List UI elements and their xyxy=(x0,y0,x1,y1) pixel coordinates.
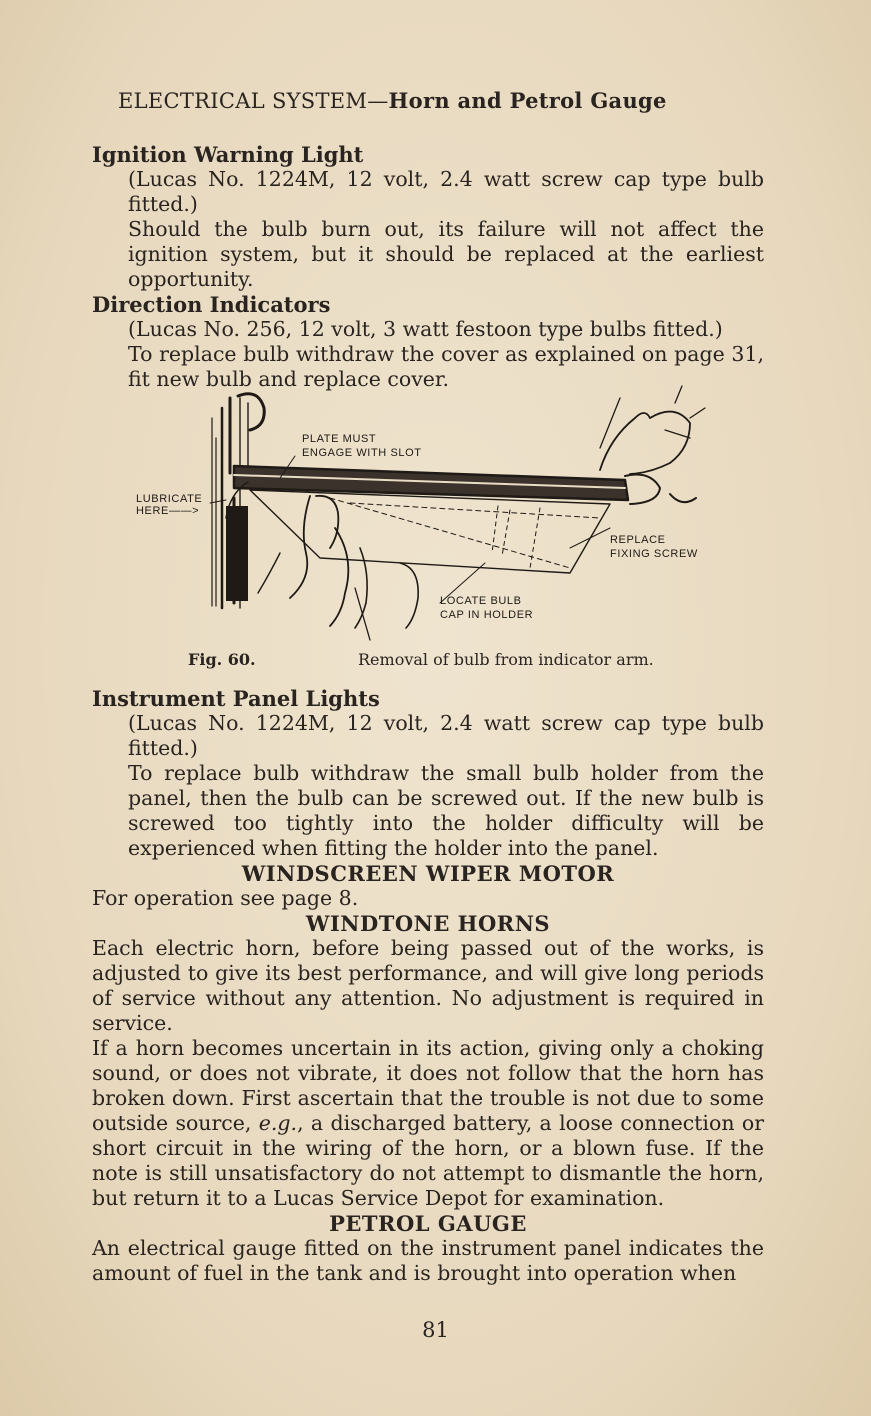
direction-spec: (Lucas No. 256, 12 volt, 3 watt festoon type bulbs fitted.) xyxy=(128,317,723,341)
figure-caption xyxy=(188,650,748,669)
figure-number: Fig. 60. xyxy=(188,650,256,669)
running-head-subject: Horn and Petrol Gauge xyxy=(388,88,667,113)
horns-heading: WINDTONE HORNS xyxy=(305,911,551,936)
horns-paragraph-1: Each electric horn, before being passed out of the works, is adjusted to give its best performance, and will give long periods of service without any attention. No adjustment is required in service. xyxy=(92,936,764,1035)
direction-text: To replace bulb withdraw the cover as explained on page 31, fit new bulb and replace cover. xyxy=(128,342,764,391)
upper-sections xyxy=(92,142,764,392)
petrol-heading: PETROL GAUGE xyxy=(329,1211,527,1236)
label-locate-line2: CAP IN HOLDER xyxy=(440,609,534,621)
wiper-heading: WINDSCREEN WIPER MOTOR xyxy=(241,861,615,886)
label-replace-line1: REPLACE xyxy=(610,534,666,546)
horns-paragraph-2 xyxy=(92,1036,764,1211)
direction-title: Direction Indicators xyxy=(92,292,331,317)
figure-caption-text: Removal of bulb from indicator arm. xyxy=(358,650,654,669)
horns-paragraph-2-eg: e.g. xyxy=(258,1111,298,1135)
indicator-arm-figure xyxy=(130,378,730,643)
horns-paragraph-2-part-b: , a discharged battery, a loose connection or short circuit in the wiring of the horn, or a blown fuse. If the note is still unsatisfactory do not attempt to dismantle the horn, but return it to a Lucas Service Depot for examination. xyxy=(92,1111,764,1210)
instrument-title: Instrument Panel Lights xyxy=(92,686,380,711)
label-plate-line1: PLATE MUST xyxy=(302,433,377,445)
page-number: 81 xyxy=(422,1318,449,1342)
running-head xyxy=(118,88,758,113)
instrument-text: To replace bulb withdraw the small bulb holder from the panel, then the bulb can be screwed out. If the new bulb is screwed too tightly into the holder difficulty will be experienced when fitting the holder into the panel. xyxy=(128,761,764,860)
ignition-text: Should the bulb burn out, its failure will not affect the ignition system, but it should be replaced at the earliest opportunity. xyxy=(128,217,764,291)
instrument-spec: (Lucas No. 1224M, 12 volt, 2.4 watt screw cap type bulb fitted.) xyxy=(128,711,764,760)
label-lubricate-line1: LUBRICATE xyxy=(136,493,203,505)
running-head-section: ELECTRICAL SYSTEM— xyxy=(118,89,389,113)
label-replace-line2: FIXING SCREW xyxy=(610,548,698,560)
horns-paragraph-2-part-a: If a horn becomes uncertain in its action, giving only a choking sound, or does not vibrate, it does not follow that the horn has broken down. First ascertain that the trouble is not due to some outside source, xyxy=(92,1036,764,1135)
wiper-text: For operation see page 8. xyxy=(92,886,359,910)
ignition-title: Ignition Warning Light xyxy=(92,142,364,167)
label-lubricate-line2: HERE——> xyxy=(136,505,200,517)
label-plate-line2: ENGAGE WITH SLOT xyxy=(302,447,422,459)
lower-sections xyxy=(92,686,764,1286)
label-locate-line1: LOCATE BULB xyxy=(440,595,522,607)
petrol-text: An electrical gauge fitted on the instrument panel indicates the amount of fuel in the tank and is brought into operation when xyxy=(92,1236,764,1285)
ignition-spec: (Lucas No. 1224M, 12 volt, 2.4 watt screw cap type bulb fitted.) xyxy=(128,167,764,216)
